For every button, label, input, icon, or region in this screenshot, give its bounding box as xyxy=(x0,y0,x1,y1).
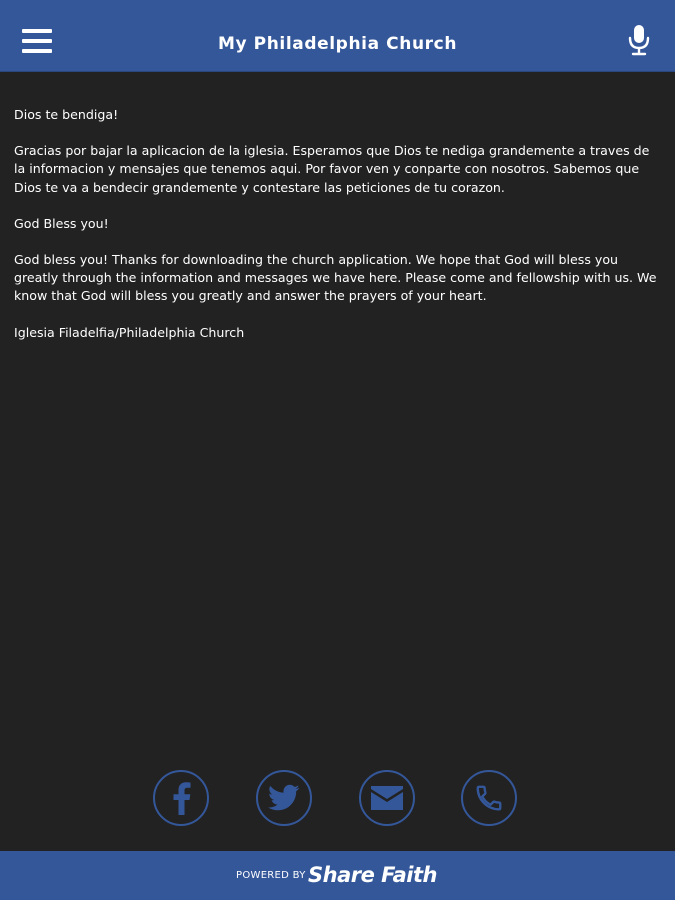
menu-icon-bar xyxy=(22,29,52,33)
message-spanish: Gracias por bajar la aplicacion de la iglesia. Esperamos que Dios te nediga grandemente a traves de la informacion y mensajes que tenemos aqui. Por favor ven y conparte con nosotros. Sabemos que Dios te va a bendecir grandemente y contestare las peticiones de tu corazon. xyxy=(14,143,650,195)
envelope-icon xyxy=(369,784,405,812)
phone-icon xyxy=(474,783,504,813)
welcome-message xyxy=(14,106,662,360)
powered-by-label: POWERED BY xyxy=(236,870,306,881)
twitter-icon xyxy=(268,784,300,812)
facebook-icon xyxy=(170,781,192,815)
page-title: My Philadelphia Church xyxy=(217,34,458,54)
app-header xyxy=(0,0,675,72)
facebook-button[interactable] xyxy=(153,770,209,826)
microphone-icon[interactable] xyxy=(624,24,654,56)
church-signature: Iglesia Filadelfia/Philadelphia Church xyxy=(14,324,245,340)
twitter-button[interactable] xyxy=(256,770,312,826)
email-button[interactable] xyxy=(359,770,415,826)
social-links xyxy=(0,770,675,830)
phone-button[interactable] xyxy=(461,770,517,826)
app-footer xyxy=(0,851,675,900)
greeting-spanish: Dios te bendiga! xyxy=(14,107,119,122)
brand-logo: Share Faith xyxy=(308,863,437,887)
message-english: God bless you! Thanks for downloading the church application. We hope that God will bless you greatly through the information and messages we have here. Please come and fellowship with us. We know that God will bless you greatly and answer the prayers of your heart. xyxy=(14,252,657,304)
greeting-english: God Bless you! xyxy=(14,215,109,231)
